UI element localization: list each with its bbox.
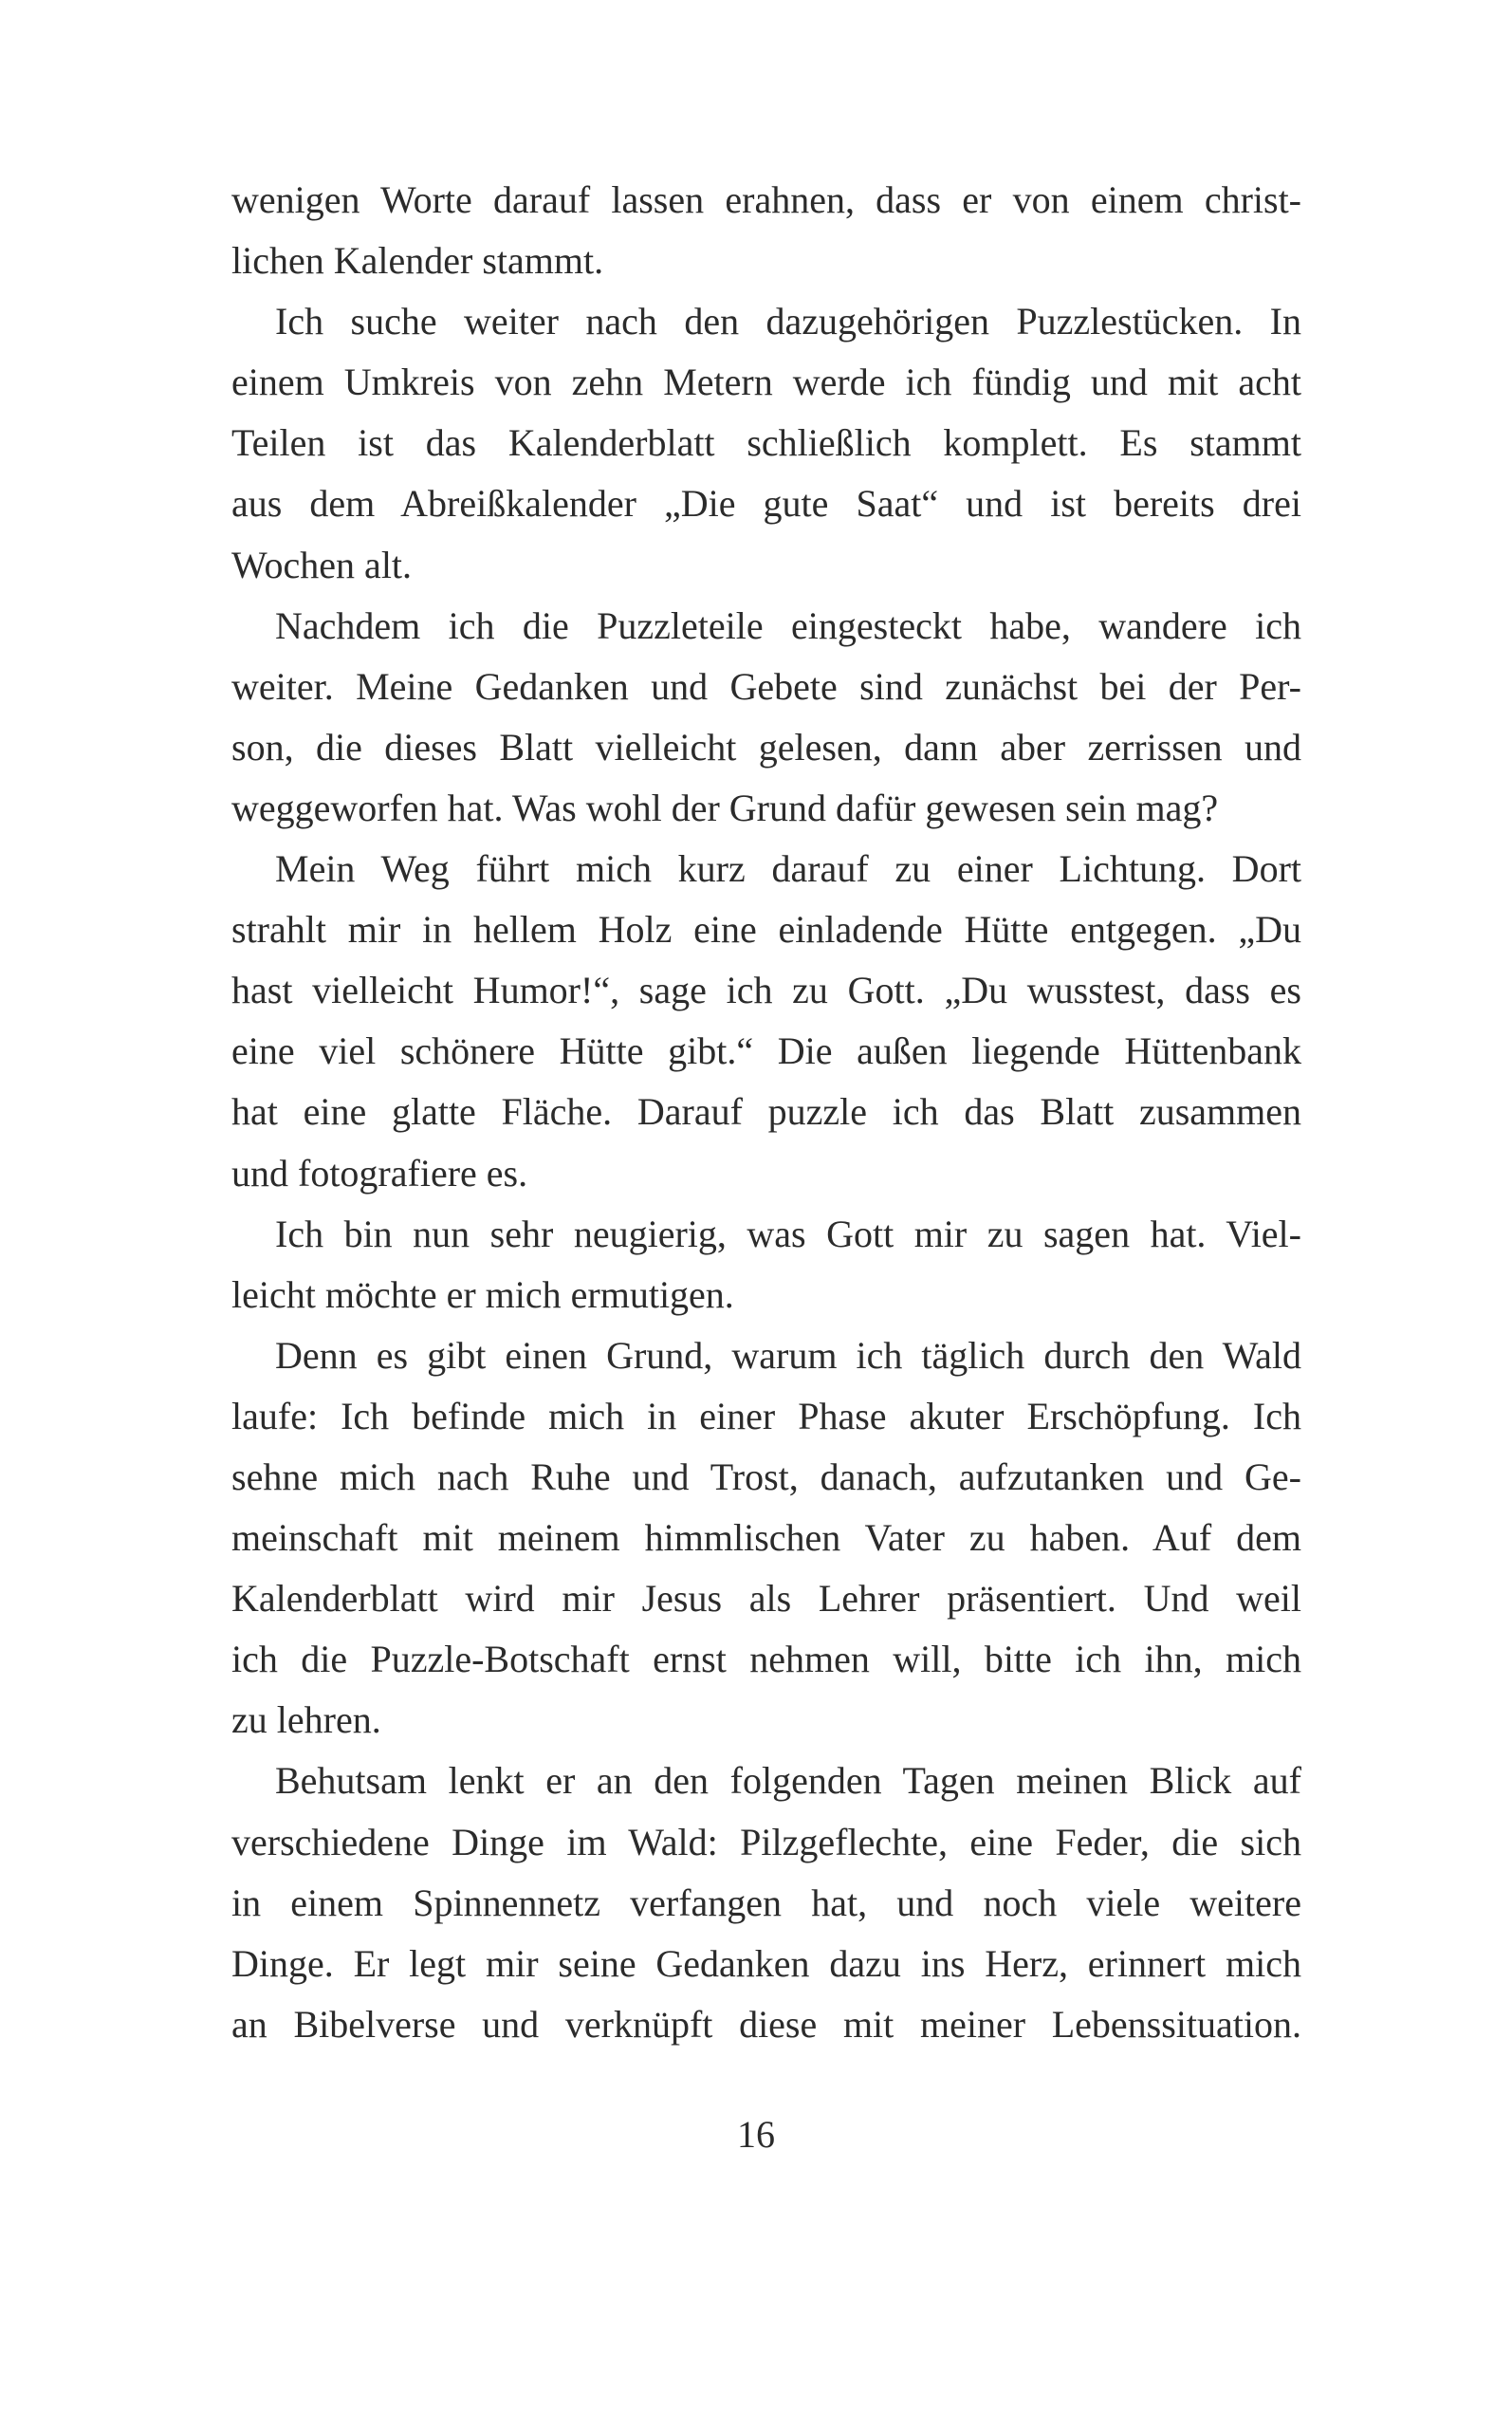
text-line: Denn es gibt einen Grund, warum ich täglich durch den Wald	[275, 1333, 1301, 1377]
body-text	[231, 170, 1301, 2055]
text-line: Kalenderblatt wird mir Jesus als Lehrer präsentiert. Und weil	[231, 1577, 1301, 1621]
text-line: in einem Spinnennetz verfangen hat, und noch viele weitere	[231, 1881, 1301, 1924]
text-line: Ich bin nun sehr neugierig, was Gott mir zu sagen hat. Viel-	[275, 1212, 1301, 1255]
text-line: aus dem Abreißkalender „Die gute Saat“ und ist bereits drei	[231, 482, 1301, 526]
text-line: hat eine glatte Fläche. Darauf puzzle ich das Blatt zusammen	[231, 1090, 1301, 1134]
text-line: und fotografiere es.	[231, 1151, 528, 1195]
text-line: wenigen Worte darauf lassen erahnen, dass er von einem christ-	[231, 178, 1301, 221]
text-line: Nachdem ich die Puzzleteile eingesteckt habe, wandere ich	[275, 603, 1301, 647]
text-line: Wochen alt.	[231, 543, 413, 586]
text-line: Teilen ist das Kalenderblatt schließlich komplett. Es stammt	[231, 421, 1301, 465]
text-line: verschiedene Dinge im Wald: Pilzgeflechte, eine Feder, die sich	[231, 1820, 1301, 1863]
text-line: Dinge. Er legt mir seine Gedanken dazu ins Herz, erinnert mich	[231, 1941, 1301, 1985]
paragraph	[231, 1325, 1301, 1751]
text-line: meinschaft mit meinem himmlischen Vater zu haben. Auf dem	[231, 1516, 1301, 1560]
paragraph	[231, 839, 1301, 1204]
text-line: lichen Kalender stammt.	[231, 239, 604, 283]
paragraph	[231, 596, 1301, 839]
text-line: Ich suche weiter nach den dazugehörigen Puzzlestücken. In	[275, 300, 1301, 343]
text-line: weggeworfen hat. Was wohl der Grund dafür gewesen sein mag?	[231, 786, 1219, 829]
text-line: son, die dieses Blatt vielleicht gelesen, dann aber zerrissen und	[231, 725, 1301, 769]
paragraph	[231, 1204, 1301, 1325]
text-line: leicht möchte er mich ermutigen.	[231, 1272, 734, 1316]
text-line: laufe: Ich befinde mich in einer Phase akuter Erschöpfung. Ich	[231, 1394, 1301, 1437]
paragraph	[231, 170, 1301, 291]
paragraph	[231, 1751, 1301, 2054]
text-line: Behutsam lenkt er an den folgenden Tagen meinen Blick auf	[275, 1759, 1301, 1803]
text-line: an Bibelverse und verknüpft diese mit meiner Lebenssituation.	[231, 2002, 1301, 2046]
text-line: ich die Puzzle-Botschaft ernst nehmen will, bitte ich ihn, mich	[231, 1638, 1301, 1681]
page-number: 16	[737, 2113, 775, 2156]
text-line: einem Umkreis von zehn Metern werde ich fündig und mit acht	[231, 361, 1301, 404]
text-line: Mein Weg führt mich kurz darauf zu einer Lichtung. Dort	[275, 847, 1301, 891]
text-line: weiter. Meine Gedanken und Gebete sind zunächst bei der Per-	[231, 664, 1301, 708]
text-line: hast vielleicht Humor!“, sage ich zu Gott. „Du wusstest, dass es	[231, 969, 1301, 1012]
text-line: zu lehren.	[231, 1698, 381, 1742]
text-line: sehne mich nach Ruhe und Trost, danach, aufzutanken und Ge-	[231, 1455, 1301, 1498]
text-line: eine viel schönere Hütte gibt.“ Die außen liegende Hüttenbank	[231, 1029, 1301, 1073]
text-line: strahlt mir in hellem Holz eine einladende Hütte entgegen. „Du	[231, 908, 1301, 952]
paragraph	[231, 291, 1301, 595]
